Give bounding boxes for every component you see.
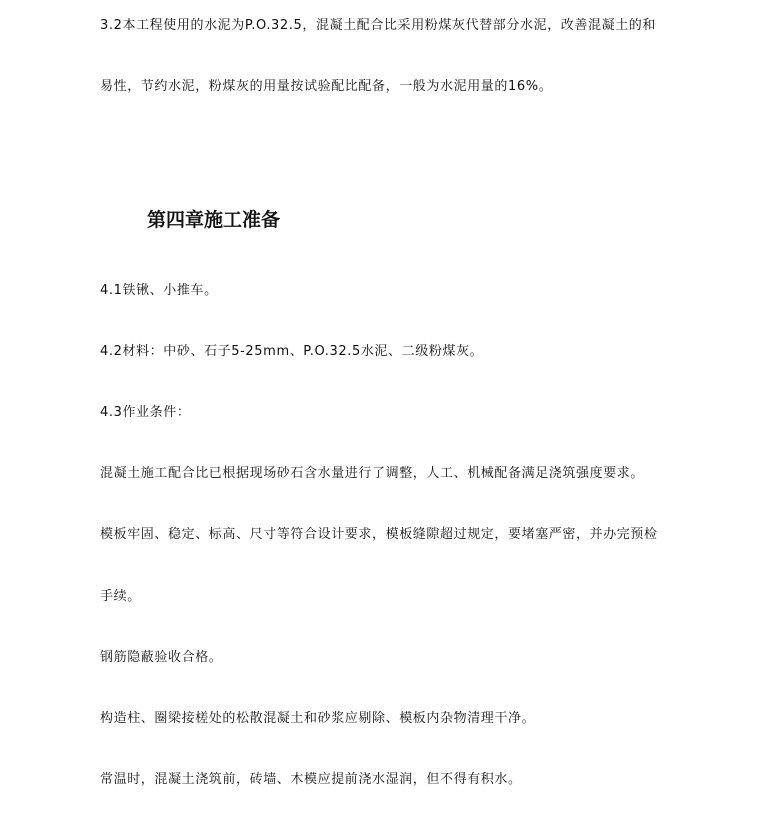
condition-5: 常温时，混凝土浇筑前，砖墙、木模应提前浇水湿润，但不得有积水。 bbox=[100, 772, 522, 787]
paragraph-3-2-line-2: 易性，节约水泥，粉煤灰的用量按试验配比配备，一般为水泥用量的16%。 bbox=[100, 79, 553, 94]
item-4-2: 4.2材料：中砂、石子5-25mm、P.O.32.5水泥、二级粉煤灰。 bbox=[100, 344, 484, 359]
paragraph-3-2-line-1: 3.2本工程使用的水泥为P.O.32.5，混凝土配合比采用粉煤灰代替部分水泥，改善混凝土的和 bbox=[100, 18, 657, 33]
condition-2-line-2: 手续。 bbox=[100, 589, 141, 604]
condition-1: 混凝土施工配合比已根据现场砂石含水量进行了调整，人工、机械配备满足浇筑强度要求。 bbox=[100, 466, 645, 481]
item-4-3: 4.3作业条件： bbox=[100, 405, 191, 420]
condition-3: 钢筋隐蔽验收合格。 bbox=[100, 650, 223, 665]
item-4-1: 4.1铁锹、小推车。 bbox=[100, 283, 218, 298]
condition-2-line-1: 模板牢固、稳定、标高、尺寸等符合设计要求，模板缝隙超过规定，要堵塞严密，并办完预检 bbox=[100, 527, 658, 542]
condition-4: 构造柱、圈梁接槎处的松散混凝土和砂浆应剔除、模板内杂物清理干净。 bbox=[100, 711, 536, 726]
chapter-title: 第四章施工准备 bbox=[147, 209, 281, 231]
